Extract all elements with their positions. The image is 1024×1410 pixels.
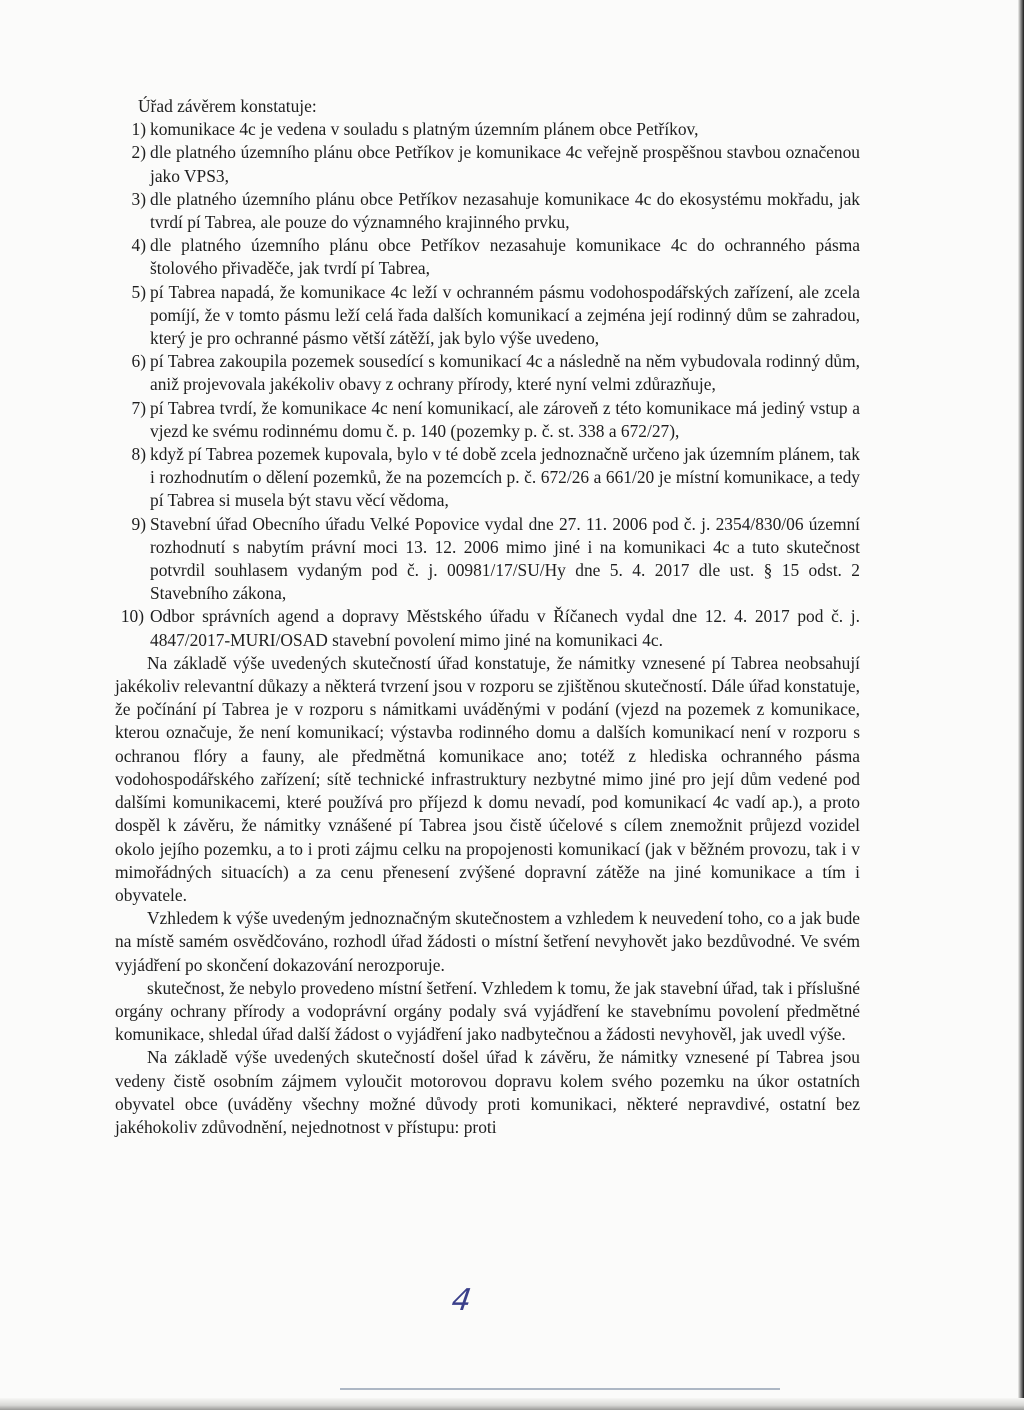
finding-text: dle platného územního plánu obce Petříkov je komunikace 4c veřejně prospěšnou stavbou označenou jako VPS3, [150, 142, 860, 186]
finding-text: komunikace 4c je vedena v souladu s platným územním plánem obce Petříkov, [150, 119, 699, 140]
finding-number: 6) [131, 351, 146, 372]
scan-artifact-line [340, 1388, 780, 1390]
finding-item [115, 141, 860, 187]
finding-item [115, 234, 860, 280]
finding-item [115, 281, 860, 351]
finding-number: 1) [131, 119, 146, 140]
conclusion-paragraph: Na základě výše uvedených skutečností úřad konstatuje, že námitky vznesené pí Tabrea neobsahují jakékoliv relevantní důkazy a některá tvrzení jsou v rozporu se zjištěnou skutečností. Dále úřad konstatuje, že počínání pí Tabrea je v rozporu s námitkami uváděnými v podání (vjezd na pozemek z komunikace, kterou označuje, že není komunikací; výstavba rodinného domu a dalších komunikací není v rozporu s ochranou flóry a fauny, ale předmětná komunikace ano; totéž z hlediska ochranného pásma vodohospodářského zařízení; sítě technické infrastruktury nezbytné mimo jiné pro její dům vedené pod dalšími komunikacemi, které používá pro příjezd k domu nevadí, pod komunikací 4c vadí ap.), a proto dospěl k závěru, že námitky vznášené pí Tabrea jsou čistě účelové s cílem znemožnit průjezd vozidel okolo jejího pozemku, a to i proti zájmu celku na propojenosti komunikací (jak v běžném provozu, tak i v mimořádných situacích) a za cenu přenesení zvýšené dopravní zátěže na jiné komunikace a tím i obyvatele. [115, 652, 860, 905]
finding-item [115, 397, 860, 443]
finding-number: 8) [131, 444, 146, 465]
scan-edge-right [1018, 0, 1024, 1410]
finding-text: pí Tabrea tvrdí, že komunikace 4c není komunikací, ale zároveň z této komunikace má jediný vstup a vjezd ke svému rodinnému domu č. p. 140 (pozemky p. č. st. 338 a 672/27), [150, 397, 860, 441]
finding-number: 7) [131, 397, 146, 418]
scan-edge-bottom [0, 1398, 1024, 1410]
finding-number: 2) [131, 142, 146, 163]
finding-text: pí Tabrea zakoupila pozemek sousedící s komunikací 4c a následně na něm vybudovala rodinný dům, aniž projevovala jakékoliv obavy z ochrany přírody, které nyní velmi zdůrazňuje, [150, 351, 860, 395]
finding-number: 9) [131, 513, 146, 534]
finding-number: 4) [131, 235, 146, 256]
finding-item [115, 350, 860, 396]
finding-text: Odbor správních agend a dopravy Městského úřadu v Říčanech vydal dne 12. 4. 2017 pod č. j. 4847/2017-MURI/OSAD stavební povolení mimo jiné na komunikaci 4c. [150, 606, 860, 650]
findings-list [115, 118, 860, 652]
finding-text: Stavební úřad Obecního úřadu Velké Popovice vydal dne 27. 11. 2006 pod č. j. 2354/830/06 územní rozhodnutí s nabytím právní moci 13. 12. 2006 mimo jiné i na komunikaci 4c a tuto skutečnost potvrdil souhlasem vydaným pod č. j. 00981/17/SU/Hy dne 5. 4. 2017 dle ust. § 15 odst. 2 Stavebního zákona, [150, 513, 860, 604]
finding-number: 3) [131, 188, 146, 209]
finding-text: dle platného územního plánu obce Petříkov nezasahuje komunikace 4c do ekosystému mokřadu, jak tvrdí pí Tabrea, ale pouze do významného krajinného prvku, [150, 188, 860, 233]
handwritten-page-number: 4 [449, 1283, 474, 1318]
conclusion-paragraph: Na základě výše uvedených skutečností došel úřad k závěru, že námitky vznesené pí Tabrea jsou vedeny čistě osobním zájmem vyloučit motorovou dopravu kolem svého pozemku na úkor ostatních obyvatel obce (uváděny všechny možné důvody proti komunikaci, některé nepravdivé, ostatní bez jakéhokoliv zdůvodnění, nejednotnost v přístupu: proti [115, 1047, 860, 1137]
document-body [115, 95, 860, 1139]
finding-text: když pí Tabrea pozemek kupovala, bylo v té době zcela jednoznačně určeno jak územním plánem, tak i rozhodnutím o dělení pozemků, že na pozemcích p. č. 672/26 a 661/20 je místní komunikace, a tedy pí Tabrea si musela být stavu věcí vědoma, [150, 444, 860, 511]
finding-item [115, 513, 860, 606]
finding-text: dle platného územního plánu obce Petříkov nezasahuje komunikace 4c do ochranného pásma štolového přivaděče, jak tvrdí pí Tabrea, [150, 235, 860, 279]
finding-item [115, 605, 860, 651]
conclusion-paragraph: skutečnost, že nebylo provedeno místní šetření. Vzhledem k tomu, že jak stavební úřad, tak i příslušné orgány ochrany přírody a vodoprávní orgány podaly svá vyjádření ke stavebnímu povolení předmětné komunikace, shledal úřad další žádost o vyjádření jako nadbytečnou a žádosti nevyhověl, jak uvedl výše. [115, 977, 860, 1045]
finding-item [115, 443, 860, 513]
intro-line: Úřad závěrem konstatuje: [138, 96, 317, 116]
finding-number: 10) [120, 606, 144, 627]
finding-text: pí Tabrea napadá, že komunikace 4c leží v ochranném pásmu vodohospodářských zařízení, ale zcela pomíjí, že v tomto pásmu leží celá řada dalších komunikací a zejména její rodinný dům se zahradou, který je pro ochranné pásmo větší zátěží, jak bylo výše uvedeno, [150, 281, 860, 349]
finding-item [115, 118, 860, 141]
finding-number: 5) [131, 281, 146, 302]
conclusion-paragraph: Vzhledem k výše uvedeným jednoznačným skutečnostem a vzhledem k neuvedení toho, co a jak bude na místě samém osvědčováno, rozhodl úřad žádosti o místní šetření nevyhovět jako bezdůvodné. Ve svém vyjádření po skončení dokazování nerozporuje. [115, 908, 860, 975]
finding-item [115, 188, 860, 234]
